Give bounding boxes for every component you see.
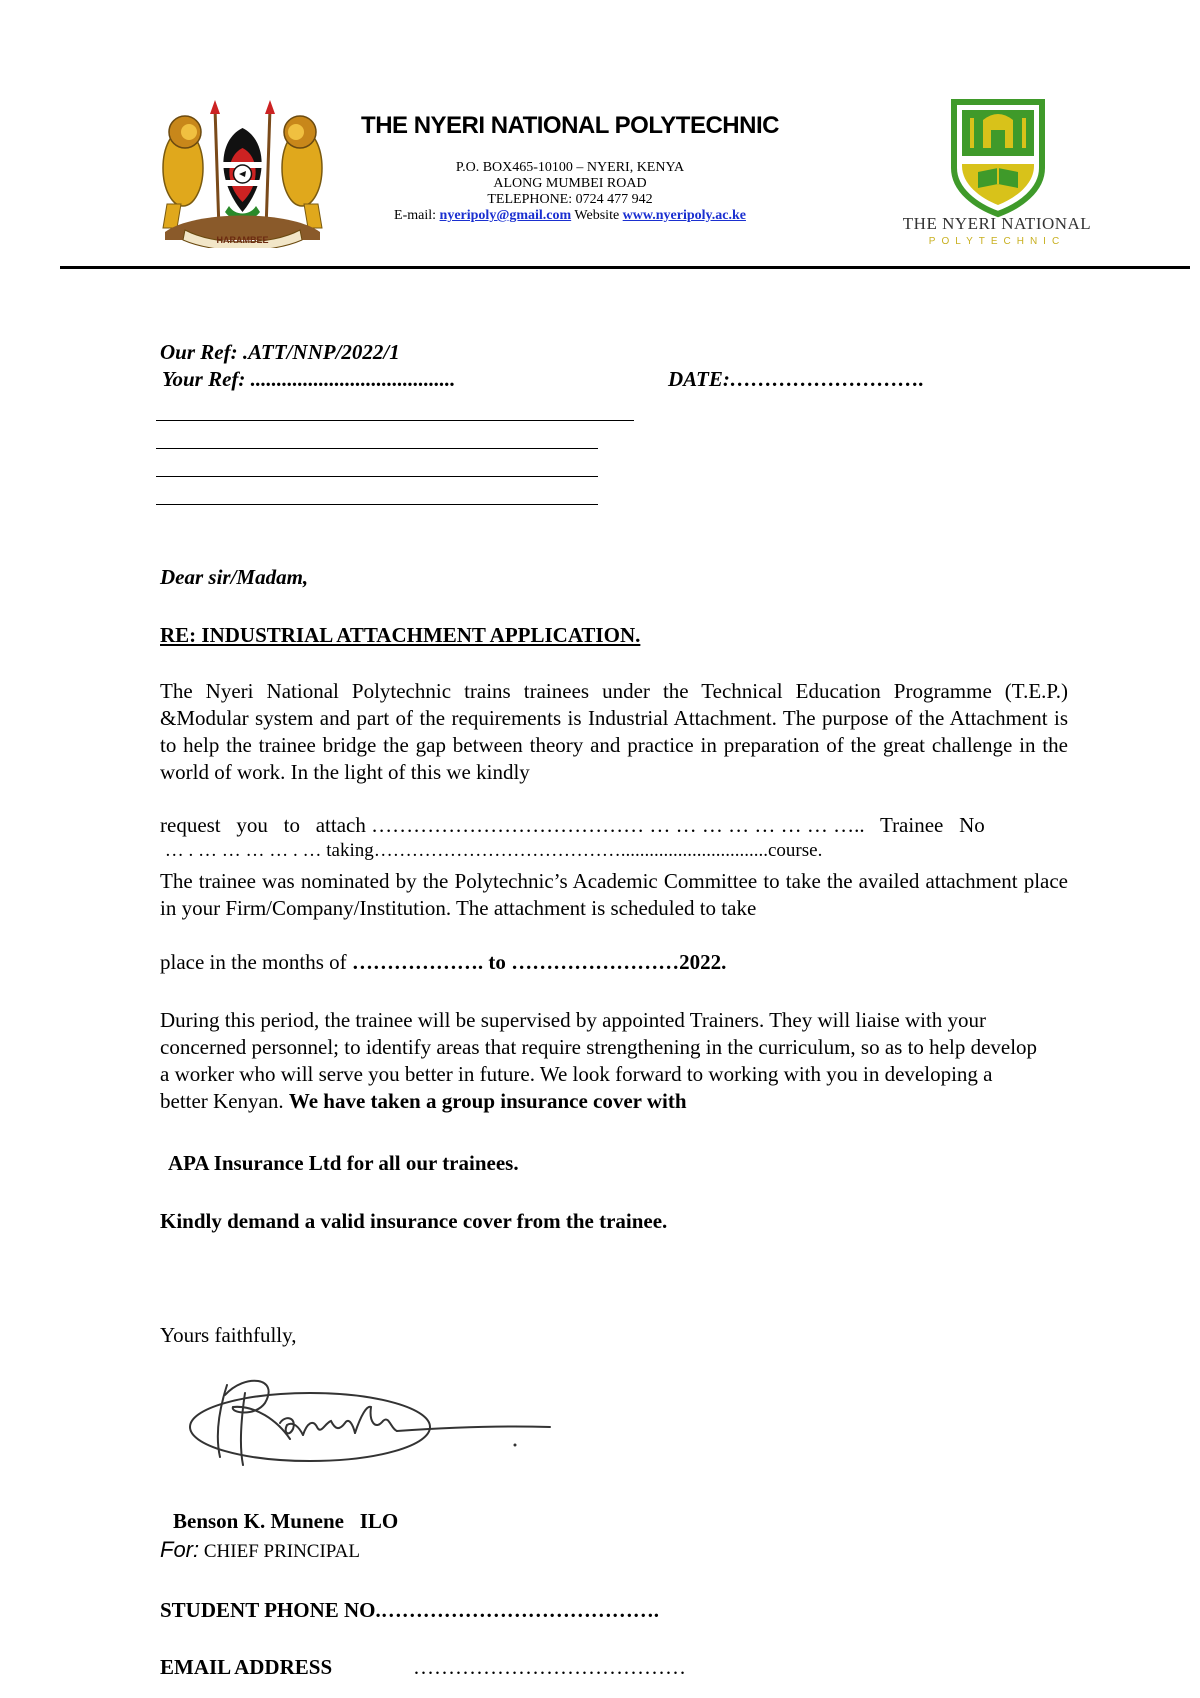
signature-icon xyxy=(185,1365,555,1475)
email-address-label: EMAIL ADDRESS xyxy=(160,1655,333,1679)
salutation: Dear sir/Madam, xyxy=(160,565,309,589)
insurer-line xyxy=(168,1150,519,1177)
kenya-coat-of-arms-icon xyxy=(155,100,330,248)
months-blanks: ………………. to ……………………2022. xyxy=(351,950,727,974)
insurer-suffix: for all our trainees. xyxy=(341,1151,519,1175)
student-phone: STUDENT PHONE NO.…………………………………. xyxy=(160,1598,659,1622)
your-ref: Your Ref: ....................................... xyxy=(162,367,456,391)
address-blank-line xyxy=(156,420,634,421)
our-ref: Our Ref: .ATT/NNP/2022/1 xyxy=(160,340,400,364)
closing: Yours faithfully, xyxy=(160,1323,297,1347)
insurance-demand: Kindly demand a valid insurance cover from the trainee. xyxy=(160,1209,668,1233)
address-line1: P.O. BOX465-10100 – NYERI, KENYA xyxy=(455,160,685,175)
email-link[interactable]: nyeripoly@gmail.com xyxy=(439,208,572,223)
logo-subname: POLYTECHNIC xyxy=(928,236,1066,247)
paragraph-nomination: The trainee was nominated by the Polytechnic’s Academic Committee to take the availed attachment place in your Firm/Company/Institution. The attachment is scheduled to take xyxy=(160,869,1068,920)
address-line2: ALONG MUMBEI ROAD xyxy=(493,176,647,191)
address-blank-line xyxy=(156,504,598,505)
months-line xyxy=(160,949,726,976)
for-label: For: xyxy=(160,1537,200,1562)
for-title: CHIEF PRINCIPAL xyxy=(199,1541,360,1562)
logo-name: THE NYERI NATIONAL xyxy=(902,214,1092,233)
months-prefix: place in the months of xyxy=(160,950,352,974)
date-field: DATE:………………………. xyxy=(668,367,925,391)
paragraph-purpose: The Nyeri National Polytechnic trains trainees under the Technical Education Programme (T.E.P.) &Modular system and part of the requirements is Industrial Attachment. The purpose of the Attachment is to help the trainee bridge the gap between theory and practice in preparation of the great challenge in the world of work. In the light of this we kindly xyxy=(160,679,1068,784)
signatory-name: Benson K. Munene ILO xyxy=(173,1509,399,1533)
insurance-statement: We have taken a group insurance cover with xyxy=(288,1089,687,1113)
email-address-blank: ………………………………… xyxy=(413,1655,686,1679)
email-label: E-mail: xyxy=(394,208,437,223)
institution-name: THE NYERI NATIONAL POLYTECHNIC xyxy=(361,112,779,139)
polytechnic-logo-icon xyxy=(948,98,1048,218)
insurer-name: APA Insurance Ltd xyxy=(168,1151,342,1175)
taking-line: … . … … … … . … taking…………………………………...............................course. xyxy=(160,840,823,861)
for-line xyxy=(160,1537,360,1563)
motto-text: HARAMBEE xyxy=(216,235,269,245)
telephone: TELEPHONE: 0724 477 942 xyxy=(487,192,653,207)
letterhead xyxy=(0,0,1200,270)
website-label: Website xyxy=(574,208,620,223)
website-link[interactable]: www.nyeripoly.ac.ke xyxy=(622,208,746,223)
address-blank-line xyxy=(156,476,598,477)
contact-line xyxy=(360,208,780,224)
request-line: request you to attach ………………………………… … … … … … … … ….. Trainee No xyxy=(160,813,985,837)
paragraph-supervision xyxy=(160,1007,1040,1115)
supervision-text: During this period, the trainee will be supervised by appointed Trainers. They will liaise with your concerned personnel; to identify areas that require strengthening in the curriculum, so as to help develop a worker who will serve you better in future. We look forward to working with you in developing a better Kenyan. xyxy=(160,1008,1038,1113)
address-blank-line xyxy=(156,448,598,449)
header-divider xyxy=(60,266,1190,269)
subject-line: RE: INDUSTRIAL ATTACHMENT APPLICATION. xyxy=(160,623,641,647)
